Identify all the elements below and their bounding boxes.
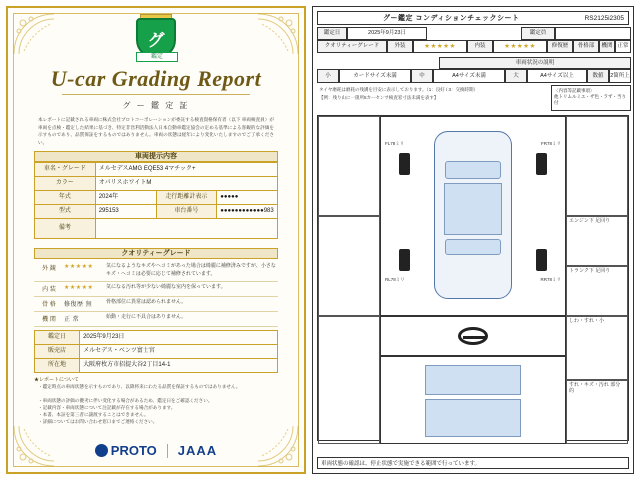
- sheet-header: [317, 11, 629, 25]
- quality-text: 気になる汚れ等が少ない綺麗な室内を保っています。: [106, 284, 226, 290]
- legend-desc-large: A4サイズ以上: [527, 69, 587, 83]
- proto-logo: [95, 443, 157, 458]
- grading-certificate: [6, 6, 306, 474]
- row-value: オパリスホワイトM: [96, 177, 278, 191]
- row-label: 車名・グレード: [35, 163, 96, 177]
- grade-value-interior: ★★★★★: [493, 40, 547, 53]
- sheet-serial-number: RS2125i2305: [584, 14, 624, 22]
- tyre-label-rl: RL78ミリ: [385, 277, 405, 282]
- sheet-footer-note: 車両状態の確認は、停止状態で実施できる範囲で行っています。: [317, 457, 629, 469]
- cell-label-misc: すれ・キズ・汚れ 部分的: [569, 382, 621, 394]
- row-value: メルセデスAMG EQE53 4マチック+: [96, 163, 278, 177]
- table-row: [35, 331, 278, 345]
- quality-row-exterior: [34, 263, 278, 278]
- row-value: 295153: [96, 205, 157, 219]
- table-row: [35, 205, 278, 219]
- notes-title: ★レポートについて: [34, 377, 79, 383]
- comment-box-text: 他トリムルミエ・ザ色・ラず・当り付: [554, 94, 626, 105]
- comment-box: [551, 85, 631, 111]
- quality-label: 内 装: [42, 287, 56, 293]
- ornament-corner-icon: [11, 11, 57, 57]
- tyre-label-rr: RR78ミリ: [540, 277, 561, 282]
- windshield-rear: [445, 239, 501, 255]
- steering-wheel-box: [380, 316, 566, 356]
- diagram-cell-right-misc: [566, 380, 628, 444]
- quality-text: 骨格部位に異常は認められません。: [106, 299, 187, 305]
- interior-view-box: [380, 356, 566, 444]
- field-label-inspector: 鑑定員: [521, 27, 555, 40]
- quality-row-frame: [34, 299, 278, 308]
- quality-status: 修復歴 無: [64, 302, 93, 308]
- note-line: ・鑑定時点の車両状態を示すものであり、以降将来にわたる品質を保証するものではありません。: [38, 384, 241, 389]
- quality-text: 始動・走行に不具合はありません。: [106, 314, 187, 320]
- legend-desc-small: カードサイズ未満: [339, 69, 411, 83]
- disclaimer-text: 本レポートに記載される車両に株式会社プロトコーポレーションが委託する検査資格保有者（以下 車両検査員）が車両を点検・鑑定した結果に基づき、特定非営利活動法人日本自動車鑑定協会の定める基準による客観的な評価を示すものであり、品質保証をするものではありません。車両の状態は経年により変化いたしますのでご了承ください。: [38, 117, 274, 145]
- quality-row-interior: [34, 284, 278, 293]
- row-label: 走行距離計表示: [157, 191, 218, 205]
- dashboard-area: [425, 365, 521, 395]
- table-row: [35, 359, 278, 373]
- legend-key-large: 大: [505, 69, 527, 83]
- row-value: メルセデス・ベンツ富士宮: [80, 345, 278, 359]
- table-row: [35, 177, 278, 191]
- wheel-front-left: [399, 153, 410, 175]
- grading-seal-icon: [136, 18, 176, 64]
- row-value: [96, 219, 278, 239]
- proto-logo-text: PROTO: [110, 443, 157, 458]
- logo-bar: [8, 443, 304, 458]
- page-subtitle: グ ー 鑑 定 証: [122, 101, 190, 110]
- windshield-front: [445, 161, 501, 179]
- diagram-cell-right-boot: [566, 266, 628, 316]
- seats-area: [425, 399, 521, 437]
- seal-sub-label: 鑑定: [136, 52, 178, 62]
- title-divider: [62, 94, 250, 95]
- quality-stars: ★★★★★: [64, 264, 94, 270]
- diagram-cell-right-interior: [566, 316, 628, 380]
- quality-status: 正 常: [64, 317, 80, 323]
- row-label: 販売店: [35, 345, 80, 359]
- row-label: 所在地: [35, 359, 80, 373]
- row-label: カラー: [35, 177, 96, 191]
- wheel-rear-right: [536, 249, 547, 271]
- table-row: [35, 191, 278, 205]
- quality-row-engine: [34, 314, 278, 323]
- row-label: 鑑定日: [35, 331, 80, 345]
- diagram-cell-right-top: [566, 116, 628, 216]
- note-line: ・本書、本証を第三者に譲渡することはできません。: [38, 412, 149, 417]
- divider: [34, 281, 278, 282]
- row-label: 年式: [35, 191, 96, 205]
- field-value-inspection-date: 2025年9月23日: [347, 27, 427, 40]
- diagram-cell-left-mid: [318, 216, 380, 316]
- steering-wheel-icon: [458, 327, 488, 345]
- grade-label-engine: 機関: [599, 40, 615, 53]
- legend-key-medium: 中: [411, 69, 433, 83]
- dealer-info-table: [34, 330, 278, 373]
- row-label: 車台番号: [157, 205, 218, 219]
- proto-mark-icon: [95, 444, 108, 457]
- quality-label: 機 関: [42, 317, 56, 323]
- grade-label-frame: 骨格部: [573, 40, 599, 53]
- ornament-corner-icon: [255, 11, 301, 57]
- car-topview-box: [380, 116, 566, 316]
- comment-box-title: 〈内容等記載事項〉: [554, 88, 595, 93]
- condition-check-sheet: [312, 6, 634, 474]
- vehicle-diagram: [317, 115, 629, 441]
- seal-mark: グ: [136, 18, 176, 58]
- diagram-cell-left-top: [318, 116, 380, 216]
- wheel-front-right: [536, 153, 547, 175]
- grade-value-engine: 正常: [615, 40, 631, 53]
- legend-note-primary: タイヤ磨耗は磨耗の残溝を目安に表示しております。（1：良好 / 3：交換時期）: [319, 87, 479, 92]
- jaaa-logo-text: JAAA: [177, 443, 218, 458]
- field-label-inspection-date: 鑑定日: [317, 27, 347, 40]
- cell-label-engine: エンジン下 足回り: [569, 218, 611, 224]
- diagram-cell-right-engine: [566, 216, 628, 266]
- quality-text: 気になるようなキズやヘコミがあった場合は綺麗に補修済みですが、小さなキズ・ヘコミは必要に応じて補修されています。: [106, 263, 276, 277]
- diagram-cell-left-bottom: [318, 316, 380, 444]
- row-value: 2025年9月23日: [80, 331, 278, 345]
- field-value-inspector: [555, 27, 631, 40]
- row-value: ●●●●●: [217, 191, 278, 205]
- quality-label: 外 観: [42, 266, 56, 272]
- wheel-rear-left: [399, 249, 410, 271]
- row-value: ●●●●●●●●●●●●983: [217, 205, 278, 219]
- legend-desc-medium: A4サイズ未満: [433, 69, 505, 83]
- tyre-label-fr: FR78ミリ: [540, 141, 561, 146]
- legend-note-secondary: 【例：残り山に一箇所5カーセンサ検査窓寸法未満を表す】: [319, 95, 439, 100]
- vehicle-info-table: [34, 162, 278, 239]
- grade-label-exterior: 外装: [387, 40, 413, 53]
- divider: [34, 296, 278, 297]
- quality-label: 骨 格: [42, 302, 56, 308]
- note-line: ・記載内容・車両状態について注記載が存在する場合があります。: [38, 405, 176, 410]
- divider: [34, 311, 278, 312]
- field-label-quality-grade: クオリティーグレード: [317, 40, 387, 53]
- page-title: U-car Grading Report: [50, 66, 262, 91]
- row-label: 型式: [35, 205, 96, 219]
- divider: [34, 326, 278, 327]
- note-line: ・車両状態の評価の優劣に伴い変化する場合があるため、鑑定日をご確認ください。: [38, 398, 213, 403]
- section-header-quality: クオリティーグレード: [34, 248, 278, 259]
- grade-label-interior: 内装: [467, 40, 493, 53]
- quality-stars: ★★★★★: [64, 285, 94, 291]
- cell-label-boot: トランク下 足回り: [569, 268, 611, 274]
- grade-value-exterior: ★★★★★: [413, 40, 467, 53]
- tyre-label-fl: FL78ミリ: [385, 141, 405, 146]
- row-value: 大阪府枚方市招提大谷2丁目14-1: [80, 359, 278, 373]
- note-line: ・詳細についてはお問い合わせ窓口までご連絡ください。: [38, 419, 158, 424]
- table-row: [35, 219, 278, 239]
- table-row: [35, 163, 278, 177]
- cell-label-interior: しわ・すれ・小: [569, 318, 605, 324]
- table-row: [35, 345, 278, 359]
- legend-title: 車両状況の説明: [439, 57, 631, 69]
- row-label: 備考: [35, 219, 96, 239]
- sheet-title: グー鑑定 コンディションチェックシート: [383, 15, 520, 22]
- legend-key-count: 数値: [587, 69, 609, 83]
- row-value: 2024年: [96, 191, 157, 205]
- legend-desc-count: 2箇所上: [609, 69, 631, 83]
- legend-key-small: 小: [317, 69, 339, 83]
- section-header-vehicle: 車両提示内容: [34, 151, 278, 162]
- cabin-roof: [444, 183, 502, 235]
- logo-divider: [167, 444, 168, 458]
- grade-label-repair-history: 修復歴: [547, 40, 573, 53]
